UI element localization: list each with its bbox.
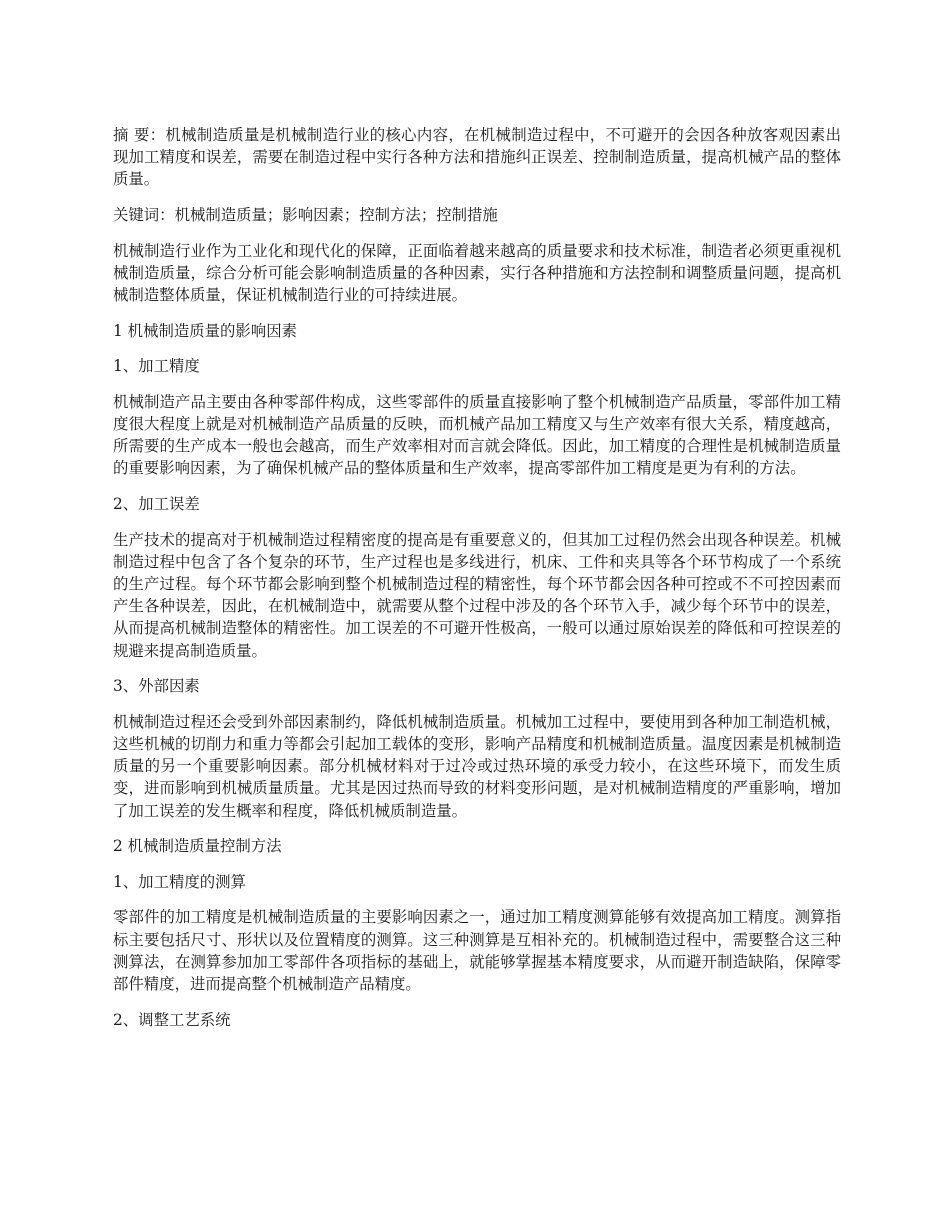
section-1-3-heading: 3、外部因素 [113, 677, 200, 696]
section-2-1-paragraph: 零部件的加工精度是机械制造质量的主要影响因素之一，通过加工精度测算能够有效提高加工精度。测算指标主要包括尺寸、形状以及位置精度的测算。这三种测算是互相补充的。机械制造过程中，需要整合这三种测算法，在测算参加加工零部件各项指标的基础上，就能够掌握基本精度要求，从而避开制造缺陷，保障零部件精度，进而提高整个机械制造产品精度。 [113, 908, 841, 993]
section-2-2-heading: 2、调整工艺系统 [113, 1010, 231, 1029]
section-1-3-paragraph: 机械制造过程还会受到外部因素制约，降低机械制造质量。机械加工过程中，要使用到各种加工制造机械，这些机械的切削力和重力等都会引起加工载体的变形，影响产品精度和机械制造质量。温度因素是机械制造质量的另一个重要影响因素。部分机械材料对于过冷或过热环境的承受力较小，在这些环境下，而发生质变，进而影响到机械质量质量。尤其是因过热而导致的材料变形问题，是对机械制造精度的严重影响，增加了加工误差的发生概率和程度，降低机械质制造量。 [113, 712, 841, 820]
section-1-2-paragraph: 生产技术的提高对于机械制造过程精密度的提高是有重要意义的，但其加工过程仍然会出现各种误差。机械制造过程中包含了各个复杂的环节，生产过程也是多线进行，机床、工件和夹具等各个环节构成了一个系统的生产过程。每个环节都会影响到整个机械制造过程的精密性，每个环节都会因各种可控或不不可控因素而产生各种误差，因此，在机械制造中，就需要从整个过程中涉及的各个环节入手，减少每个环节中的误差，从而提高机械制造整体的精密性。加工误差的不可避开性极高，一般可以通过原始误差的降低和可控误差的规避来提高制造质量。 [113, 530, 841, 660]
section-2-1-heading: 1、加工精度的测算 [113, 872, 246, 891]
section-1-1-paragraph: 机械制造产品主要由各种零部件构成，这些零部件的质量直接影响了整个机械制造产品质量，零部件加工精度很大程度上就是对机械制造产品质量的反映，而机械产品加工精度又与生产效率有很大关系，精度越高，所需要的生产成本一般也会越高，而生产效率相对而言就会降低。因此，加工精度的合理性是机械制造质量的重要影响因素，为了确保机械产品的整体质量和生产效率，提高零部件加工精度是更为有利的方法。 [113, 392, 841, 478]
section-1-2-heading: 2、加工误差 [113, 494, 200, 513]
section-1-1-heading: 1、加工精度 [113, 357, 200, 376]
document-page [113, 124, 841, 1044]
abstract-paragraph: 摘 要：机械制造质量是机械制造行业的核心内容，在机械制造过程中，不可避开的会因各种放客观因素出现加工精度和误差，需要在制造过程中实行各种方法和措施纠正误差、控制制造质量，提高机械产品的整体质量。 [113, 126, 841, 189]
intro-paragraph: 机械制造行业作为工业化和现代化的保障，正面临着越来越高的质量要求和技术标准，制造者必须更重视机械制造质量，综合分析可能会影响制造质量的各种因素，实行各种措施和方法控制和调整质量问题，提高机械制造整体质量，保证机械制造行业的可持续进展。 [113, 241, 841, 304]
keywords-line: 关键词：机械制造质量；影响因素；控制方法；控制措施 [113, 206, 498, 224]
section-2-heading: 2 机械制造质量控制方法 [113, 837, 282, 856]
section-1-heading: 1 机械制造质量的影响因素 [113, 321, 297, 340]
